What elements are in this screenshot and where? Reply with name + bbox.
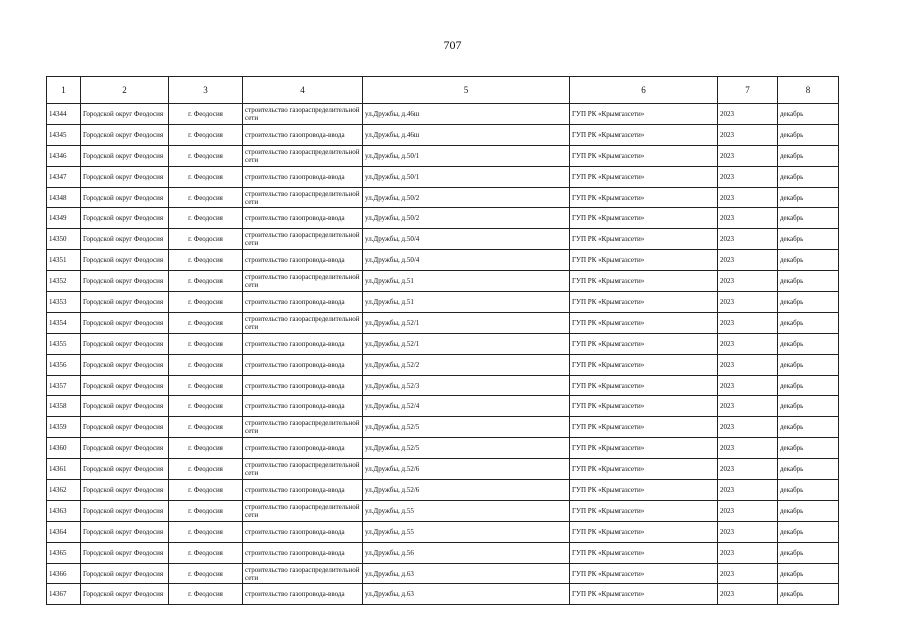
row-number-cell: 14348 bbox=[47, 187, 81, 208]
row-number-cell: 14352 bbox=[47, 271, 81, 292]
city-cell: г. Феодосия bbox=[169, 438, 243, 459]
table-row bbox=[47, 104, 839, 125]
district-cell: Городской округ Феодосия bbox=[81, 459, 169, 480]
address-cell: ул.Дружбы, д.63 bbox=[363, 584, 570, 605]
district-cell: Городской округ Феодосия bbox=[81, 292, 169, 313]
table-row bbox=[47, 333, 839, 354]
organization-cell: ГУП РК «Крымгазсети» bbox=[570, 396, 718, 417]
district-cell: Городской округ Феодосия bbox=[81, 208, 169, 229]
organization-cell: ГУП РК «Крымгазсети» bbox=[570, 521, 718, 542]
address-cell: ул.Дружбы, д.52/1 bbox=[363, 333, 570, 354]
row-number-cell: 14356 bbox=[47, 354, 81, 375]
year-cell: 2023 bbox=[718, 187, 778, 208]
address-cell: ул.Дружбы, д.50/1 bbox=[363, 166, 570, 187]
row-number-cell: 14347 bbox=[47, 166, 81, 187]
month-cell: декабрь bbox=[778, 333, 839, 354]
address-cell: ул.Дружбы, д.55 bbox=[363, 521, 570, 542]
organization-cell: ГУП РК «Крымгазсети» bbox=[570, 584, 718, 605]
table-row bbox=[47, 124, 839, 145]
year-cell: 2023 bbox=[718, 375, 778, 396]
organization-cell: ГУП РК «Крымгазсети» bbox=[570, 104, 718, 125]
organization-cell: ГУП РК «Крымгазсети» bbox=[570, 563, 718, 584]
row-number-cell: 14362 bbox=[47, 480, 81, 501]
year-cell: 2023 bbox=[718, 250, 778, 271]
page-number: 707 bbox=[443, 38, 462, 52]
year-cell: 2023 bbox=[718, 333, 778, 354]
address-cell: ул.Дружбы, д.52/4 bbox=[363, 396, 570, 417]
city-cell: г. Феодосия bbox=[169, 480, 243, 501]
row-number-cell: 14355 bbox=[47, 333, 81, 354]
address-cell: ул.Дружбы, д.52/2 bbox=[363, 354, 570, 375]
city-cell: г. Феодосия bbox=[169, 187, 243, 208]
address-cell: ул.Дружбы, д.50/2 bbox=[363, 208, 570, 229]
city-cell: г. Феодосия bbox=[169, 124, 243, 145]
city-cell: г. Феодосия bbox=[169, 354, 243, 375]
address-cell: ул.Дружбы, д.50/1 bbox=[363, 145, 570, 166]
organization-cell: ГУП РК «Крымгазсети» bbox=[570, 145, 718, 166]
month-cell: декабрь bbox=[778, 271, 839, 292]
city-cell: г. Феодосия bbox=[169, 500, 243, 521]
work-type-cell: строительство газопровода-ввода bbox=[243, 208, 363, 229]
row-number-cell: 14344 bbox=[47, 104, 81, 125]
work-type-cell: строительство газораспределительной сети bbox=[243, 271, 363, 292]
year-cell: 2023 bbox=[718, 312, 778, 333]
month-cell: декабрь bbox=[778, 166, 839, 187]
row-number-cell: 14366 bbox=[47, 563, 81, 584]
organization-cell: ГУП РК «Крымгазсети» bbox=[570, 542, 718, 563]
table-row bbox=[47, 208, 839, 229]
city-cell: г. Феодосия bbox=[169, 396, 243, 417]
year-cell: 2023 bbox=[718, 292, 778, 313]
work-type-cell: строительство газораспределительной сети bbox=[243, 312, 363, 333]
month-cell: декабрь bbox=[778, 396, 839, 417]
address-cell: ул.Дружбы, д.63 bbox=[363, 563, 570, 584]
table-header bbox=[47, 77, 839, 104]
row-number-cell: 14345 bbox=[47, 124, 81, 145]
month-cell: декабрь bbox=[778, 292, 839, 313]
organization-cell: ГУП РК «Крымгазсети» bbox=[570, 354, 718, 375]
month-cell: декабрь bbox=[778, 187, 839, 208]
table-row bbox=[47, 542, 839, 563]
district-cell: Городской округ Феодосия bbox=[81, 563, 169, 584]
district-cell: Городской округ Феодосия bbox=[81, 354, 169, 375]
month-cell: декабрь bbox=[778, 438, 839, 459]
month-cell: декабрь bbox=[778, 354, 839, 375]
month-cell: декабрь bbox=[778, 459, 839, 480]
row-number-cell: 14363 bbox=[47, 500, 81, 521]
work-type-cell: строительство газораспределительной сети bbox=[243, 104, 363, 125]
row-number-cell: 14357 bbox=[47, 375, 81, 396]
year-cell: 2023 bbox=[718, 438, 778, 459]
table-row bbox=[47, 459, 839, 480]
year-cell: 2023 bbox=[718, 124, 778, 145]
column-header: 5 bbox=[363, 77, 570, 104]
work-type-cell: строительство газопровода-ввода bbox=[243, 521, 363, 542]
table-row bbox=[47, 166, 839, 187]
month-cell: декабрь bbox=[778, 480, 839, 501]
district-cell: Городской округ Феодосия bbox=[81, 521, 169, 542]
organization-cell: ГУП РК «Крымгазсети» bbox=[570, 480, 718, 501]
city-cell: г. Феодосия bbox=[169, 250, 243, 271]
table-row bbox=[47, 229, 839, 250]
city-cell: г. Феодосия bbox=[169, 563, 243, 584]
year-cell: 2023 bbox=[718, 417, 778, 438]
city-cell: г. Феодосия bbox=[169, 375, 243, 396]
table-row bbox=[47, 563, 839, 584]
table-body bbox=[47, 104, 839, 605]
month-cell: декабрь bbox=[778, 563, 839, 584]
organization-cell: ГУП РК «Крымгазсети» bbox=[570, 187, 718, 208]
city-cell: г. Феодосия bbox=[169, 229, 243, 250]
organization-cell: ГУП РК «Крымгазсети» bbox=[570, 438, 718, 459]
address-cell: ул.Дружбы, д.50/2 bbox=[363, 187, 570, 208]
district-cell: Городской округ Феодосия bbox=[81, 271, 169, 292]
table-row bbox=[47, 187, 839, 208]
organization-cell: ГУП РК «Крымгазсети» bbox=[570, 124, 718, 145]
address-cell: ул.Дружбы, д.52/6 bbox=[363, 459, 570, 480]
district-cell: Городской округ Феодосия bbox=[81, 542, 169, 563]
table-row bbox=[47, 417, 839, 438]
address-cell: ул.Дружбы, д.51 bbox=[363, 271, 570, 292]
year-cell: 2023 bbox=[718, 166, 778, 187]
month-cell: декабрь bbox=[778, 124, 839, 145]
work-type-cell: строительство газопровода-ввода bbox=[243, 438, 363, 459]
organization-cell: ГУП РК «Крымгазсети» bbox=[570, 166, 718, 187]
district-cell: Городской округ Феодосия bbox=[81, 187, 169, 208]
work-type-cell: строительство газораспределительной сети bbox=[243, 187, 363, 208]
month-cell: декабрь bbox=[778, 584, 839, 605]
row-number-cell: 14353 bbox=[47, 292, 81, 313]
work-type-cell: строительство газораспределительной сети bbox=[243, 417, 363, 438]
month-cell: декабрь bbox=[778, 500, 839, 521]
column-header: 4 bbox=[243, 77, 363, 104]
district-cell: Городской округ Феодосия bbox=[81, 104, 169, 125]
work-type-cell: строительство газопровода-ввода bbox=[243, 333, 363, 354]
city-cell: г. Феодосия bbox=[169, 584, 243, 605]
city-cell: г. Феодосия bbox=[169, 292, 243, 313]
year-cell: 2023 bbox=[718, 500, 778, 521]
organization-cell: ГУП РК «Крымгазсети» bbox=[570, 333, 718, 354]
organization-cell: ГУП РК «Крымгазсети» bbox=[570, 208, 718, 229]
district-cell: Городской округ Феодосия bbox=[81, 312, 169, 333]
year-cell: 2023 bbox=[718, 584, 778, 605]
month-cell: декабрь bbox=[778, 417, 839, 438]
city-cell: г. Феодосия bbox=[169, 166, 243, 187]
organization-cell: ГУП РК «Крымгазсети» bbox=[570, 229, 718, 250]
year-cell: 2023 bbox=[718, 563, 778, 584]
address-cell: ул.Дружбы, д.46ш bbox=[363, 104, 570, 125]
table-row bbox=[47, 584, 839, 605]
column-header: 3 bbox=[169, 77, 243, 104]
row-number-cell: 14358 bbox=[47, 396, 81, 417]
row-number-cell: 14365 bbox=[47, 542, 81, 563]
row-number-cell: 14360 bbox=[47, 438, 81, 459]
city-cell: г. Феодосия bbox=[169, 312, 243, 333]
row-number-cell: 14367 bbox=[47, 584, 81, 605]
city-cell: г. Феодосия bbox=[169, 145, 243, 166]
city-cell: г. Феодосия bbox=[169, 417, 243, 438]
table-row bbox=[47, 521, 839, 542]
row-number-cell: 14359 bbox=[47, 417, 81, 438]
district-cell: Городской округ Феодосия bbox=[81, 584, 169, 605]
table-row bbox=[47, 312, 839, 333]
month-cell: декабрь bbox=[778, 375, 839, 396]
table-row bbox=[47, 396, 839, 417]
organization-cell: ГУП РК «Крымгазсети» bbox=[570, 292, 718, 313]
work-type-cell: строительство газопровода-ввода bbox=[243, 124, 363, 145]
row-number-cell: 14346 bbox=[47, 145, 81, 166]
district-cell: Городской округ Феодосия bbox=[81, 438, 169, 459]
address-cell: ул.Дружбы, д.52/6 bbox=[363, 480, 570, 501]
address-cell: ул.Дружбы, д.52/5 bbox=[363, 417, 570, 438]
address-cell: ул.Дружбы, д.50/4 bbox=[363, 229, 570, 250]
work-type-cell: строительство газопровода-ввода bbox=[243, 292, 363, 313]
year-cell: 2023 bbox=[718, 396, 778, 417]
year-cell: 2023 bbox=[718, 271, 778, 292]
district-cell: Городской округ Феодосия bbox=[81, 333, 169, 354]
work-type-cell: строительство газораспределительной сети bbox=[243, 229, 363, 250]
year-cell: 2023 bbox=[718, 354, 778, 375]
organization-cell: ГУП РК «Крымгазсети» bbox=[570, 459, 718, 480]
month-cell: декабрь bbox=[778, 229, 839, 250]
address-cell: ул.Дружбы, д.52/3 bbox=[363, 375, 570, 396]
address-cell: ул.Дружбы, д.50/4 bbox=[363, 250, 570, 271]
district-cell: Городской округ Феодосия bbox=[81, 396, 169, 417]
month-cell: декабрь bbox=[778, 542, 839, 563]
header-row bbox=[47, 77, 839, 104]
year-cell: 2023 bbox=[718, 208, 778, 229]
data-table bbox=[46, 76, 839, 605]
address-cell: ул.Дружбы, д.56 bbox=[363, 542, 570, 563]
table-row bbox=[47, 271, 839, 292]
city-cell: г. Феодосия bbox=[169, 459, 243, 480]
address-cell: ул.Дружбы, д.52/5 bbox=[363, 438, 570, 459]
column-header: 8 bbox=[778, 77, 839, 104]
table-row bbox=[47, 145, 839, 166]
table-row bbox=[47, 480, 839, 501]
address-cell: ул.Дружбы, д.55 bbox=[363, 500, 570, 521]
address-cell: ул.Дружбы, д.46ш bbox=[363, 124, 570, 145]
year-cell: 2023 bbox=[718, 521, 778, 542]
work-type-cell: строительство газопровода-ввода bbox=[243, 542, 363, 563]
row-number-cell: 14350 bbox=[47, 229, 81, 250]
column-header: 7 bbox=[718, 77, 778, 104]
work-type-cell: строительство газораспределительной сети bbox=[243, 500, 363, 521]
organization-cell: ГУП РК «Крымгазсети» bbox=[570, 312, 718, 333]
month-cell: декабрь bbox=[778, 208, 839, 229]
organization-cell: ГУП РК «Крымгазсети» bbox=[570, 500, 718, 521]
district-cell: Городской округ Феодосия bbox=[81, 250, 169, 271]
district-cell: Городской округ Феодосия bbox=[81, 500, 169, 521]
table-row bbox=[47, 500, 839, 521]
address-cell: ул.Дружбы, д.51 bbox=[363, 292, 570, 313]
table-row bbox=[47, 250, 839, 271]
year-cell: 2023 bbox=[718, 229, 778, 250]
work-type-cell: строительство газораспределительной сети bbox=[243, 563, 363, 584]
row-number-cell: 14354 bbox=[47, 312, 81, 333]
year-cell: 2023 bbox=[718, 542, 778, 563]
city-cell: г. Феодосия bbox=[169, 333, 243, 354]
work-type-cell: строительство газопровода-ввода bbox=[243, 375, 363, 396]
district-cell: Городской округ Феодосия bbox=[81, 145, 169, 166]
month-cell: декабрь bbox=[778, 521, 839, 542]
work-type-cell: строительство газопровода-ввода bbox=[243, 250, 363, 271]
district-cell: Городской округ Феодосия bbox=[81, 480, 169, 501]
table-row bbox=[47, 438, 839, 459]
city-cell: г. Феодосия bbox=[169, 521, 243, 542]
table-row bbox=[47, 354, 839, 375]
city-cell: г. Феодосия bbox=[169, 208, 243, 229]
district-cell: Городской округ Феодосия bbox=[81, 417, 169, 438]
row-number-cell: 14349 bbox=[47, 208, 81, 229]
month-cell: декабрь bbox=[778, 312, 839, 333]
table-row bbox=[47, 292, 839, 313]
row-number-cell: 14364 bbox=[47, 521, 81, 542]
work-type-cell: строительство газопровода-ввода bbox=[243, 480, 363, 501]
district-cell: Городской округ Феодосия bbox=[81, 166, 169, 187]
work-type-cell: строительство газопровода-ввода bbox=[243, 584, 363, 605]
year-cell: 2023 bbox=[718, 459, 778, 480]
work-type-cell: строительство газопровода-ввода bbox=[243, 354, 363, 375]
district-cell: Городской округ Феодосия bbox=[81, 375, 169, 396]
column-header: 6 bbox=[570, 77, 718, 104]
work-type-cell: строительство газораспределительной сети bbox=[243, 145, 363, 166]
city-cell: г. Феодосия bbox=[169, 542, 243, 563]
city-cell: г. Феодосия bbox=[169, 271, 243, 292]
district-cell: Городской округ Феодосия bbox=[81, 124, 169, 145]
district-cell: Городской округ Феодосия bbox=[81, 229, 169, 250]
column-header: 1 bbox=[47, 77, 81, 104]
table-row bbox=[47, 375, 839, 396]
organization-cell: ГУП РК «Крымгазсети» bbox=[570, 417, 718, 438]
column-header: 2 bbox=[81, 77, 169, 104]
address-cell: ул.Дружбы, д.52/1 bbox=[363, 312, 570, 333]
month-cell: декабрь bbox=[778, 250, 839, 271]
work-type-cell: строительство газораспределительной сети bbox=[243, 459, 363, 480]
year-cell: 2023 bbox=[718, 480, 778, 501]
work-type-cell: строительство газопровода-ввода bbox=[243, 166, 363, 187]
row-number-cell: 14351 bbox=[47, 250, 81, 271]
month-cell: декабрь bbox=[778, 104, 839, 125]
year-cell: 2023 bbox=[718, 145, 778, 166]
organization-cell: ГУП РК «Крымгазсети» bbox=[570, 375, 718, 396]
city-cell: г. Феодосия bbox=[169, 104, 243, 125]
organization-cell: ГУП РК «Крымгазсети» bbox=[570, 250, 718, 271]
work-type-cell: строительство газопровода-ввода bbox=[243, 396, 363, 417]
year-cell: 2023 bbox=[718, 104, 778, 125]
month-cell: декабрь bbox=[778, 145, 839, 166]
organization-cell: ГУП РК «Крымгазсети» bbox=[570, 271, 718, 292]
row-number-cell: 14361 bbox=[47, 459, 81, 480]
